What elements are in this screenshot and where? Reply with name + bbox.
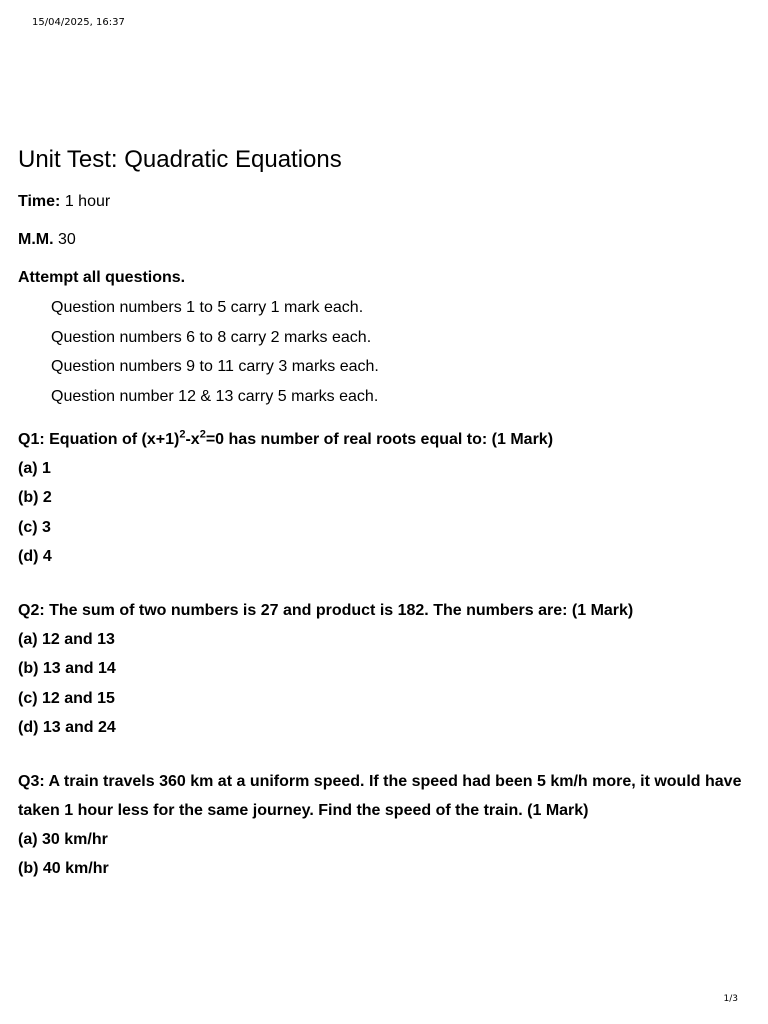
question-1-text [18,425,748,454]
q1-text-part: Q1: Equation of (x+1) [18,430,180,448]
instruction-item: Question numbers 1 to 5 carry 1 mark each. [51,299,364,316]
instruction-item: Question number 12 & 13 carry 5 marks each. [51,387,379,405]
question-2-option-a: (a) 12 and 13 [18,630,115,648]
q1-text-part: =0 has number of real roots equal to: (1 Mark) [205,430,554,448]
q1-text-part: -x [185,430,200,448]
q1-exponent: 2 [179,428,186,441]
instruction-item: Question numbers 6 to 8 carry 2 marks each. [51,328,372,346]
instruction-item: Question numbers 9 to 11 carry 3 marks each. [51,358,379,375]
question-1-option-b: (b) 2 [18,489,52,506]
question-1-option-a: (a) 1 [18,459,51,477]
question-2-option-c: (c) 12 and 15 [18,689,115,707]
instructions-list [51,298,748,407]
question-2-option-b: (b) 13 and 14 [18,660,116,677]
page-number: 1/3 [723,994,738,1004]
q1-exponent: 2 [199,428,206,441]
time-label: Time: [18,193,61,210]
max-marks-value: 30 [53,231,76,248]
time-value: 1 hour [60,193,111,210]
max-marks-label: M.M. [18,231,54,248]
question-2 [18,596,748,743]
instructions-heading: Attempt all questions. [18,269,186,286]
print-timestamp: 15/04/2025, 16:37 [32,17,125,28]
question-3-option-a: (a) 30 km/hr [18,830,108,848]
question-2-option-d: (d) 13 and 24 [18,719,116,736]
max-marks-line [18,230,748,250]
question-3-text: Q3: A train travels 360 km at a uniform speed. If the speed had been 5 km/h more, it would have taken 1 hour less for the same journey. Find the speed of the train. (1 Mark) [18,772,742,819]
question-2-text: Q2: The sum of two numbers is 27 and product is 182. The numbers are: (1 Mark) [18,601,634,619]
question-3 [18,767,748,884]
page-title: Unit Test: Quadratic Equations [18,146,342,173]
question-1 [18,425,748,572]
question-1-option-c: (c) 3 [18,518,51,536]
question-1-option-d: (d) 4 [18,548,52,565]
question-3-option-b: (b) 40 km/hr [18,860,109,877]
time-line [18,192,748,212]
document-body [18,145,748,908]
